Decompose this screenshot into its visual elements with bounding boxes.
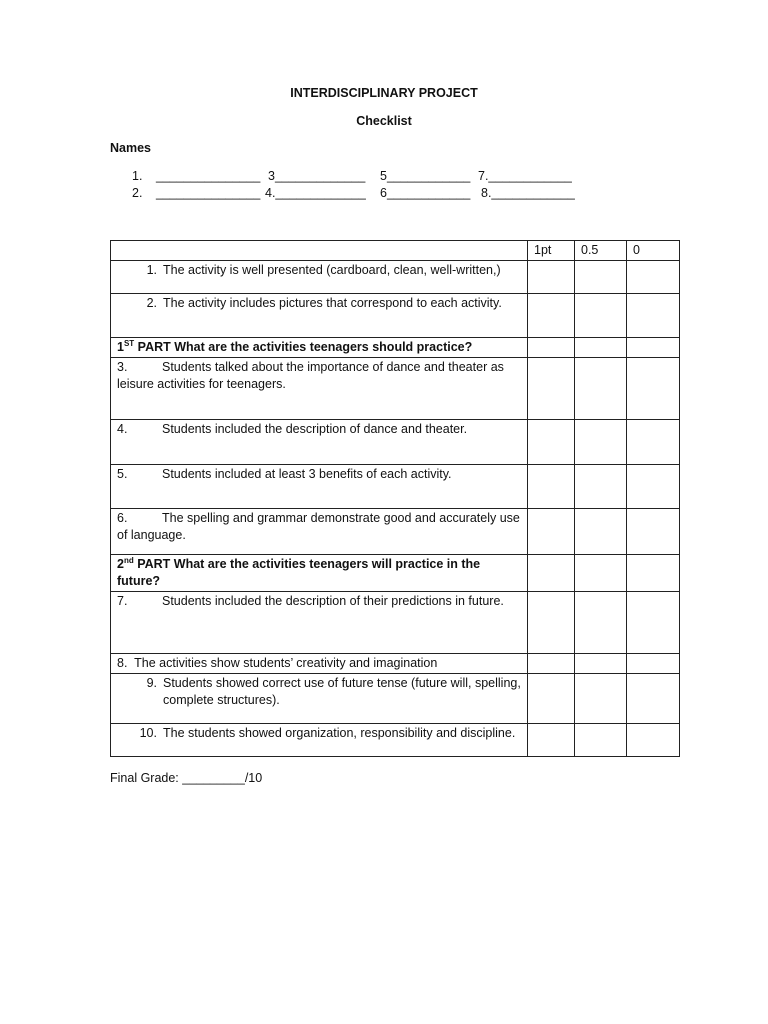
- name-blank[interactable]: _______________: [156, 169, 261, 183]
- score-1pt-cell[interactable]: [528, 261, 575, 294]
- score-0-5-cell[interactable]: [575, 338, 627, 358]
- criterion-text: The activity includes pictures that correspond to each activity.: [163, 296, 502, 310]
- score-0-cell[interactable]: [627, 509, 680, 555]
- score-0-5-cell[interactable]: [575, 555, 627, 592]
- score-0-cell[interactable]: [627, 420, 680, 465]
- criterion-cell: [111, 724, 528, 757]
- score-0-5-cell[interactable]: [575, 465, 627, 509]
- criterion-cell: [111, 465, 528, 509]
- score-0-cell[interactable]: [627, 261, 680, 294]
- criterion-cell: [111, 261, 528, 294]
- section-ordinal: 1: [117, 340, 124, 354]
- table-row: [111, 465, 680, 509]
- criterion-text: Students included at least 3 benefits of each activity.: [162, 467, 452, 481]
- table-row: [111, 592, 680, 654]
- name-number: 1.: [132, 169, 143, 183]
- score-1pt-cell[interactable]: [528, 338, 575, 358]
- header-0: 0: [627, 241, 680, 261]
- table-row: [111, 338, 680, 358]
- criterion-text: The activities show students’ creativity and imagination: [134, 656, 438, 670]
- criterion-text: Students talked about the importance of dance and theater as leisure activities for teenagers.: [117, 360, 504, 391]
- table-row: [111, 420, 680, 465]
- criterion-text: Students included the description of dance and theater.: [162, 422, 468, 436]
- score-1pt-cell[interactable]: [528, 358, 575, 420]
- score-1pt-cell[interactable]: [528, 592, 575, 654]
- criterion-text: Students included the description of their predictions in future.: [162, 594, 504, 608]
- document-subtitle: Checklist: [356, 114, 412, 128]
- score-0-5-cell[interactable]: [575, 509, 627, 555]
- criterion-number: 8.: [117, 656, 128, 670]
- score-1pt-cell[interactable]: [528, 654, 575, 674]
- criterion-number: 10.: [139, 726, 157, 740]
- table-row: [111, 674, 680, 724]
- score-1pt-cell[interactable]: [528, 294, 575, 338]
- name-number: 2.: [132, 186, 143, 200]
- criterion-line: [135, 675, 521, 709]
- criterion-line: [135, 262, 521, 279]
- score-1pt-cell[interactable]: [528, 509, 575, 555]
- section-title: PART What are the activities teenagers will practice in the future?: [117, 557, 481, 588]
- name-blank[interactable]: 7.____________: [478, 169, 572, 183]
- criterion-cell: [111, 592, 528, 654]
- name-blank[interactable]: 6____________: [380, 186, 471, 200]
- table-row: [111, 654, 680, 674]
- criterion-text: The activity is well presented (cardboard, clean, well-written,): [163, 263, 501, 277]
- score-0-cell[interactable]: [627, 654, 680, 674]
- score-0-5-cell[interactable]: [575, 294, 627, 338]
- score-0-cell[interactable]: [627, 724, 680, 757]
- score-0-cell[interactable]: [627, 592, 680, 654]
- section-ordinal-suffix: nd: [123, 555, 134, 565]
- criterion-number: 9.: [146, 676, 157, 690]
- score-1pt-cell[interactable]: [528, 420, 575, 465]
- criterion-text: The spelling and grammar demonstrate good and accurately use of language.: [117, 511, 520, 542]
- criterion-number: 3.: [117, 360, 128, 374]
- criterion-text: The students showed organization, responsibility and discipline.: [163, 726, 516, 740]
- section-title: PART What are the activities teenagers should practice?: [134, 340, 473, 354]
- criterion-cell: [111, 509, 528, 555]
- table-row: [111, 294, 680, 338]
- criterion-cell: [111, 654, 528, 674]
- header-criteria-cell: [111, 241, 528, 261]
- criterion-cell: [111, 420, 528, 465]
- criterion-cell: [111, 674, 528, 724]
- section-ordinal-suffix: ST: [123, 338, 135, 348]
- score-0-cell[interactable]: [627, 358, 680, 420]
- checklist-table: [110, 240, 680, 757]
- table-row: [111, 555, 680, 592]
- name-blank[interactable]: 4._____________: [265, 186, 366, 200]
- section-ordinal: 2: [117, 557, 124, 571]
- table-row: [111, 261, 680, 294]
- table-row: [111, 509, 680, 555]
- score-0-cell[interactable]: [627, 674, 680, 724]
- criterion-number: 2.: [146, 296, 157, 310]
- name-blank[interactable]: _______________: [156, 186, 261, 200]
- criterion-number: 5.: [117, 467, 128, 481]
- criterion-text: Students showed correct use of future tense (future will, spelling, complete structures).: [163, 676, 521, 707]
- final-grade: Final Grade: _________/10: [110, 771, 263, 785]
- score-0-5-cell[interactable]: [575, 724, 627, 757]
- table-row: [111, 358, 680, 420]
- criterion-number: 7.: [117, 594, 128, 608]
- name-blank[interactable]: 5____________: [380, 169, 471, 183]
- section-heading-cell: [111, 338, 528, 358]
- score-0-5-cell[interactable]: [575, 674, 627, 724]
- score-0-cell[interactable]: [627, 465, 680, 509]
- header-1pt: 1pt: [528, 241, 575, 261]
- score-0-5-cell[interactable]: [575, 420, 627, 465]
- table-header-row: [111, 241, 680, 261]
- section-heading-cell: [111, 555, 528, 592]
- criterion-cell: [111, 294, 528, 338]
- name-blank[interactable]: 8.____________: [481, 186, 575, 200]
- score-0-cell[interactable]: [627, 555, 680, 592]
- score-1pt-cell[interactable]: [528, 724, 575, 757]
- table-row: [111, 724, 680, 757]
- criterion-number: 6.: [117, 511, 128, 525]
- score-1pt-cell[interactable]: [528, 465, 575, 509]
- score-0-5-cell[interactable]: [575, 358, 627, 420]
- document-title: INTERDISCIPLINARY PROJECT: [290, 86, 478, 100]
- name-blank[interactable]: 3_____________: [268, 169, 366, 183]
- header-0-5: 0.5: [575, 241, 627, 261]
- criterion-number: 1.: [146, 263, 157, 277]
- score-0-5-cell[interactable]: [575, 261, 627, 294]
- score-1pt-cell[interactable]: [528, 555, 575, 592]
- criterion-number: 4.: [117, 422, 128, 436]
- score-1pt-cell[interactable]: [528, 674, 575, 724]
- names-label: Names: [110, 141, 151, 155]
- score-0-5-cell[interactable]: [575, 592, 627, 654]
- score-0-cell[interactable]: [627, 338, 680, 358]
- criterion-line: [135, 295, 521, 312]
- score-0-cell[interactable]: [627, 294, 680, 338]
- score-0-5-cell[interactable]: [575, 654, 627, 674]
- criterion-cell: [111, 358, 528, 420]
- criterion-line: [135, 725, 521, 742]
